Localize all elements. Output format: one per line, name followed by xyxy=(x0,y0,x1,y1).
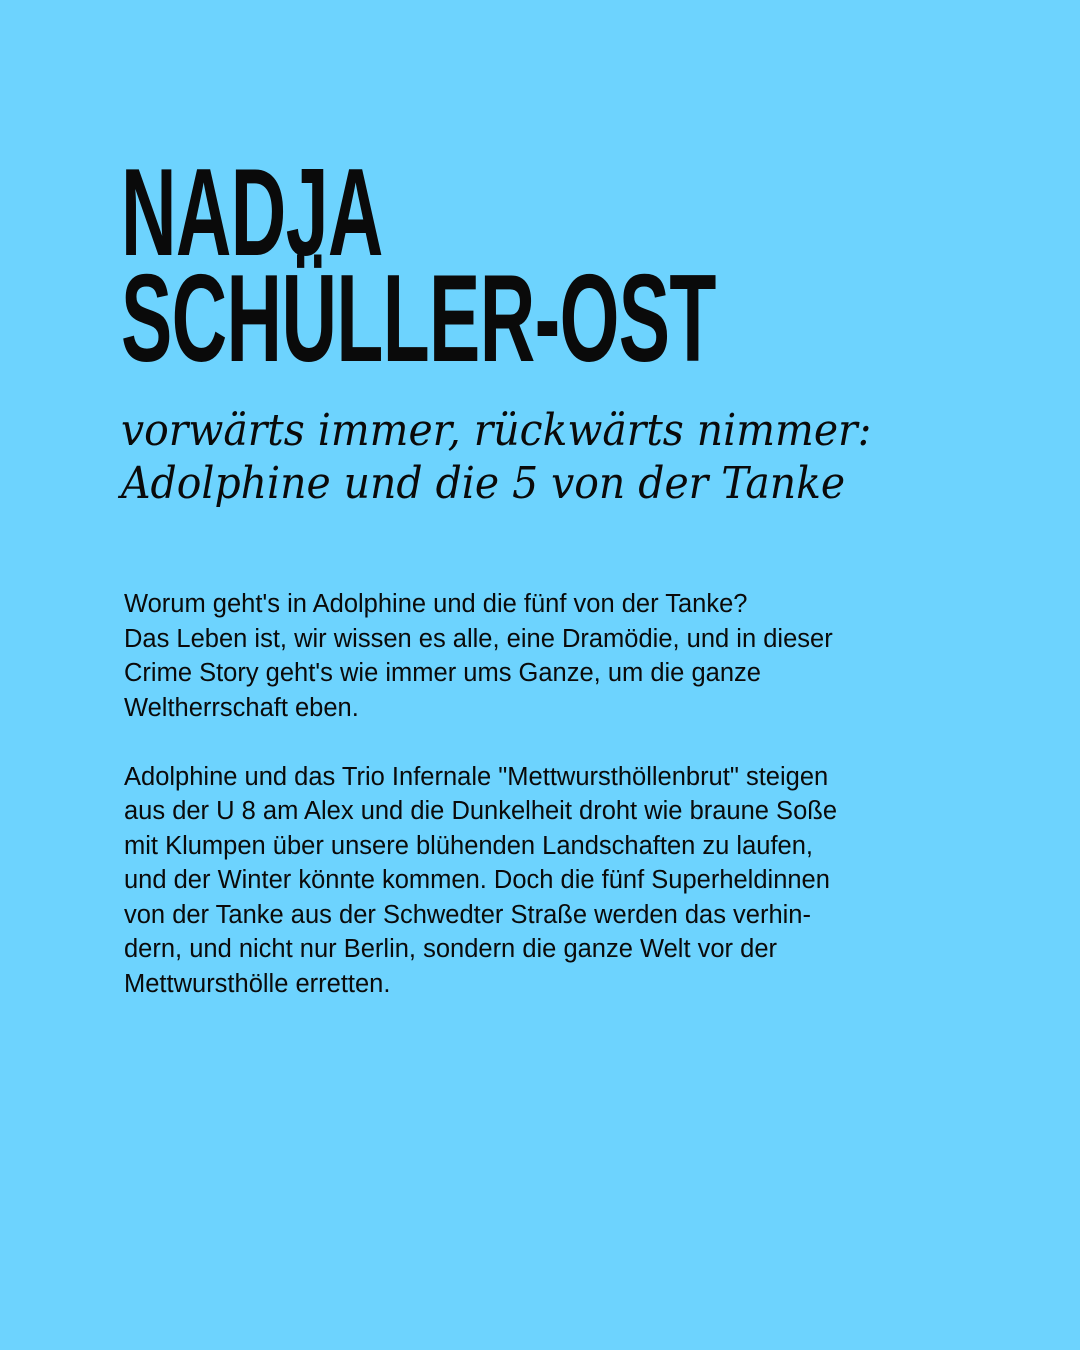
description-body xyxy=(124,587,884,1001)
text-line: Mettwursthölle erretten. xyxy=(124,969,391,998)
text-line: Crime Story geht's wie immer ums Ganze, um die ganze xyxy=(124,659,761,687)
text-line: Worum geht's in Adolphine und die fünf von der Tanke? xyxy=(124,590,748,618)
author-name-line-2: SCHÜLLER-OST xyxy=(121,250,716,388)
text-line: Das Leben ist, wir wissen es alle, eine Dramödie, und in dieser xyxy=(124,624,833,653)
paragraph-1 xyxy=(124,587,884,725)
subtitle-line-2: Adolphine und die 5 von der Tanke xyxy=(121,458,846,509)
paragraph-2 xyxy=(124,760,884,1002)
author-name-line-1: NADJA xyxy=(121,144,383,282)
text-line: Weltherrschaft eben. xyxy=(124,693,359,722)
book-subtitle xyxy=(121,404,871,510)
subtitle-line-1: vorwärts immer, rückwärts nimmer: xyxy=(121,405,872,456)
text-line: aus der U 8 am Alex und die Dunkelheit droht wie braune Soße xyxy=(124,797,838,825)
text-line: dern, und nicht nur Berlin, sondern die ganze Welt vor der xyxy=(124,935,777,963)
author-name xyxy=(121,144,716,388)
text-line: von der Tanke aus der Schwedter Straße werden das verhin- xyxy=(124,900,811,929)
text-line: mit Klumpen über unsere blühenden Landschaften zu laufen, xyxy=(124,831,813,860)
text-line: und der Winter könnte kommen. Doch die fünf Superheldinnen xyxy=(124,866,830,894)
text-line: Adolphine und das Trio Infernale "Mettwursthöllenbrut" steigen xyxy=(124,762,829,791)
